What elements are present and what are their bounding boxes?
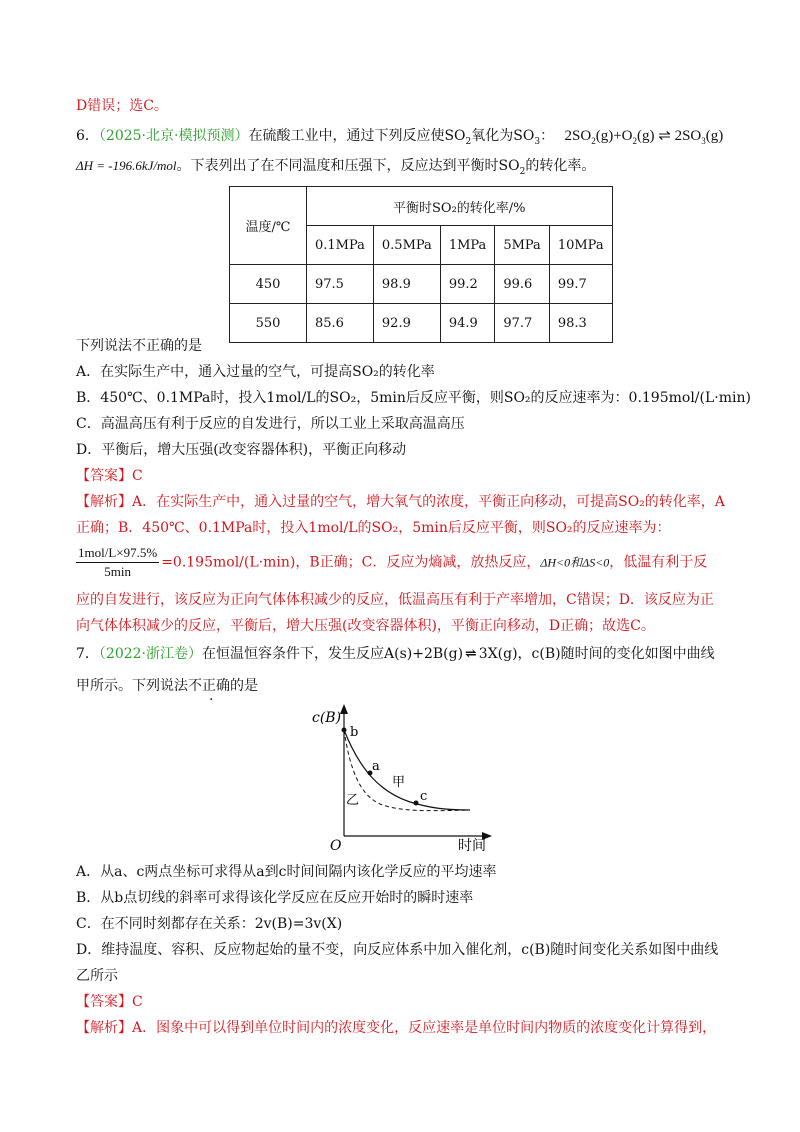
q7-analysis-1: 【解析】A．图象中可以得到单位时间内的浓度变化，反应速率是单位时间内物质的浓度变化计算得到， — [76, 1020, 717, 1036]
q6-rate-fraction: $\frac{\text{1mol/L×97.5\%}}{5\min}$ — [78, 545, 158, 579]
table-header-pressure: 0.1MPa — [307, 226, 374, 265]
x-axis-label: 时间 — [458, 838, 486, 854]
q6-option-d: D．平衡后，增大压强(改变容器体积)，平衡正向移动 — [76, 442, 407, 458]
q7-option-a: A．从a、c两点坐标可求得从a到c时间间隔内该化学反应的平均速率 — [76, 864, 497, 880]
q6-conversion-table — [229, 186, 613, 343]
table-header-pressure: 5MPa — [495, 226, 550, 265]
table-cell-temp: 550 — [230, 304, 307, 343]
curve-yi — [344, 730, 470, 811]
q6-reaction: $2SO_2(g)+O_2(g)$ ⇌ $2SO_3(g)$ — [564, 128, 724, 146]
label-a: a — [372, 759, 380, 774]
q6-answer: 【答案】C — [76, 468, 143, 484]
q6-analysis-3: $\frac{\text{1mol/L×97.5\%}}{5\min}$ =0.195mol/(L·min)，B正确；C．反应为熵减，放热反应，ΔH<0和ΔS<0，低温有利于反 — [78, 545, 708, 579]
q6-line-1: 6．（2025·北京·模拟预测）在硫酸工业中，通过下列反应使$SO_2$氧化为$SO_3$： $2SO_2(g)+O_2(g)$ ⇌ $2SO_3(g)$ — [76, 128, 724, 147]
q6-analysis-2: 正确；B．450℃、0.1MPa时，投入1mol/L的SO₂，5min后反应平衡，则SO₂的反应速率为： — [76, 520, 671, 536]
label-b: b — [350, 725, 359, 740]
label-c: c — [420, 789, 428, 804]
table-cell: 98.3 — [549, 304, 612, 343]
label-yi: 乙 — [346, 793, 360, 808]
q6-analysis-1: 【解析】A．在实际生产中，通入过量的空气，增大氧气的浓度，平衡正向移动，可提高SO₂的转化率，A — [76, 494, 725, 510]
table-cell: 99.6 — [495, 265, 550, 304]
q7-line-1: 7．（2022·浙江卷）在恒温恒容条件下，发生反应A(s)+2B(g) ⇌ 3X(g)，c(B)随时间的变化如图中曲线 — [76, 646, 715, 662]
q7-option-d-line-1: D．维持温度、容积、反应物起始的量不变，向反应体系中加入催化剂，c(B)随时间变化关系如图中曲线 — [76, 942, 719, 958]
q6-stem: 下列说法不正确的是 — [76, 338, 202, 354]
label-jia: 甲 — [392, 775, 406, 790]
point-c-marker — [414, 801, 419, 806]
q7-option-c: C．在不同时刻都存在关系：2v(B)=3v(X) — [76, 916, 343, 932]
table-cell: 97.7 — [495, 304, 550, 343]
q7-option-b: B．从b点切线的斜率可求得该化学反应在反应开始时的瞬时速率 — [76, 890, 474, 906]
table-row — [230, 304, 613, 343]
table-cell: 99.2 — [440, 265, 495, 304]
q7-number: 7． — [76, 646, 99, 662]
q6-intro: 在硫酸工业中，通过下列反应使SO — [248, 128, 466, 144]
table-header-pressure: 1MPa — [440, 226, 495, 265]
q7-line-2: 甲所示。下列说法不正确的是 — [76, 678, 258, 694]
table-cell: 98.9 — [373, 265, 440, 304]
table-cell: 85.6 — [307, 304, 374, 343]
equilibrium-glyph: ⇌ — [465, 646, 477, 662]
q6-analysis-4: 应的自发进行，该反应为正向气体体积减少的反应，低温高压有利于产率增加，C错误；D．该反应为正 — [76, 592, 714, 608]
emphasis-dotted-text: 不正确 — [188, 678, 230, 694]
table-row — [230, 265, 613, 304]
concentration-time-graph — [300, 700, 500, 860]
table-cell: 97.5 — [307, 265, 374, 304]
q6-source: （2025·北京·模拟预测） — [98, 128, 249, 144]
q6-delta-condition: ΔH<0和ΔS<0 — [540, 555, 610, 570]
q6-option-b: B．450℃、0.1MPa时，投入1mol/L的SO₂，5min后反应平衡，则SO₂的反应速率为：0.195mol/(L·min) — [76, 390, 751, 406]
q6-number: 6． — [76, 128, 99, 144]
table-header-pressure: 10MPa — [549, 226, 612, 265]
q6-option-a: A．在实际生产中，通入过量的空气，可提高SO₂的转化率 — [76, 364, 435, 380]
q6-delta-h: ΔH = -196.6kJ/mol — [76, 158, 177, 173]
y-axis-label: c(B) — [312, 710, 342, 726]
previous-answer-tail: D错误；选C。 — [76, 98, 168, 114]
q6-line-2: ΔH = -196.6kJ/mol。下表列出了在不同温度和压强下，反应达到平衡时$SO_2$的转化率。 — [76, 158, 596, 177]
table-cell: 92.9 — [373, 304, 440, 343]
curve-jia — [344, 730, 470, 810]
q7-answer: 【答案】C — [76, 994, 143, 1010]
point-b-marker — [342, 728, 347, 733]
table-corner-header: 温度/℃ — [230, 187, 307, 265]
q7-source: （2022·浙江卷） — [98, 646, 203, 662]
q6-option-c: C．高温高压有利于反应的自发进行，所以工业上采取高温高压 — [76, 416, 465, 432]
y-axis-arrow — [340, 704, 348, 714]
table-group-header: 平衡时SO₂的转化率/% — [307, 187, 613, 226]
table-cell: 99.7 — [549, 265, 612, 304]
q7-option-d-line-2: 乙所示 — [76, 968, 118, 984]
table-cell: 94.9 — [440, 304, 495, 343]
table-header-pressure: 0.5MPa — [373, 226, 440, 265]
table-cell-temp: 450 — [230, 265, 307, 304]
q6-analysis-5: 向气体体积减少的反应，平衡后，增大压强(改变容器体积)，平衡正向移动，D正确；故选C。 — [76, 618, 655, 634]
origin-label: O — [330, 838, 342, 854]
